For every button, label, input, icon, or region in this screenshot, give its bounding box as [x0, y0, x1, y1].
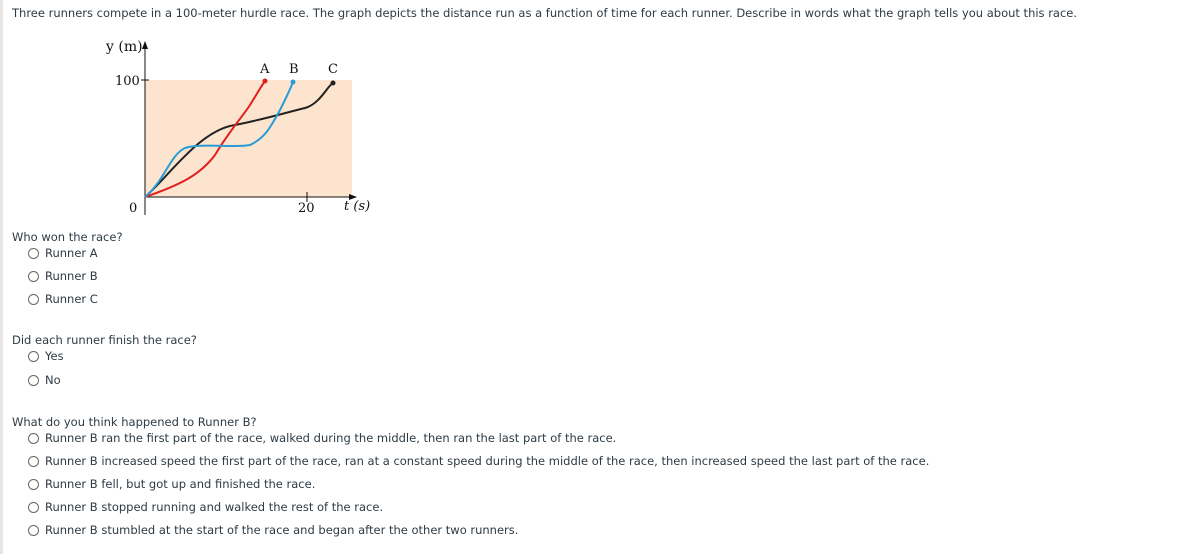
option-label: Runner B fell, but got up and finished the race.	[45, 477, 316, 491]
question-winner: Who won the race?	[12, 230, 123, 244]
x-tick-label: 20	[298, 201, 315, 216]
option-b-fell[interactable]	[28, 475, 315, 493]
problem-text: Three runners compete in a 100-meter hurdle race. The graph depicts the distance run as a function of time for each runner. Describe in words what the graph tells you about this race.	[12, 6, 1078, 20]
option-runner-b[interactable]	[28, 267, 98, 285]
runner-a-end-dot	[263, 79, 268, 84]
option-label: Runner B ran the first part of the race, walked during the middle, then ran the last part of the race.	[45, 431, 617, 445]
y-axis-label: y (m)	[106, 39, 143, 55]
radio-icon[interactable]	[28, 351, 39, 362]
question-finish: Did each runner finish the race?	[12, 333, 197, 347]
option-label: Runner C	[45, 292, 98, 306]
option-runner-c[interactable]	[28, 290, 98, 308]
option-b-stopped-walked[interactable]	[28, 498, 383, 516]
radio-icon[interactable]	[28, 294, 39, 305]
radio-icon[interactable]	[28, 456, 39, 467]
radio-icon[interactable]	[28, 375, 39, 386]
radio-icon[interactable]	[28, 479, 39, 490]
option-label: Runner B	[45, 269, 98, 283]
option-b-stumbled[interactable]	[28, 521, 518, 539]
option-no[interactable]	[28, 371, 61, 389]
option-label: Yes	[45, 349, 64, 363]
runner-b-end-dot	[291, 80, 296, 85]
radio-icon[interactable]	[28, 248, 39, 259]
option-label: Runner B stumbled at the start of the race and began after the other two runners.	[45, 523, 519, 537]
x-axis-label: t (s)	[344, 199, 371, 214]
radio-icon[interactable]	[28, 271, 39, 282]
origin-label: 0	[129, 201, 138, 216]
radio-icon[interactable]	[28, 525, 39, 536]
option-label: Runner A	[45, 246, 98, 260]
question-runner-b: What do you think happened to Runner B?	[12, 415, 257, 429]
option-label: No	[45, 373, 61, 387]
curve-label-c: C	[328, 62, 338, 77]
y-tick-label: 100	[115, 74, 140, 89]
curve-label-b: B	[289, 62, 299, 77]
option-label: Runner B stopped running and walked the rest of the race.	[45, 500, 384, 514]
option-b-increased-speed[interactable]	[28, 452, 929, 470]
curve-label-a: A	[260, 62, 270, 77]
option-runner-a[interactable]	[28, 244, 98, 262]
option-yes[interactable]	[28, 347, 64, 365]
distance-time-graph	[90, 30, 390, 224]
radio-icon[interactable]	[28, 502, 39, 513]
left-border	[0, 0, 3, 554]
option-label: Runner B increased speed the first part of the race, ran at a constant speed during the middle of the race, then increased speed the last part of the race.	[45, 454, 930, 468]
radio-icon[interactable]	[28, 433, 39, 444]
runner-c-end-dot	[331, 81, 336, 86]
option-b-ran-walked-ran[interactable]	[28, 429, 616, 447]
